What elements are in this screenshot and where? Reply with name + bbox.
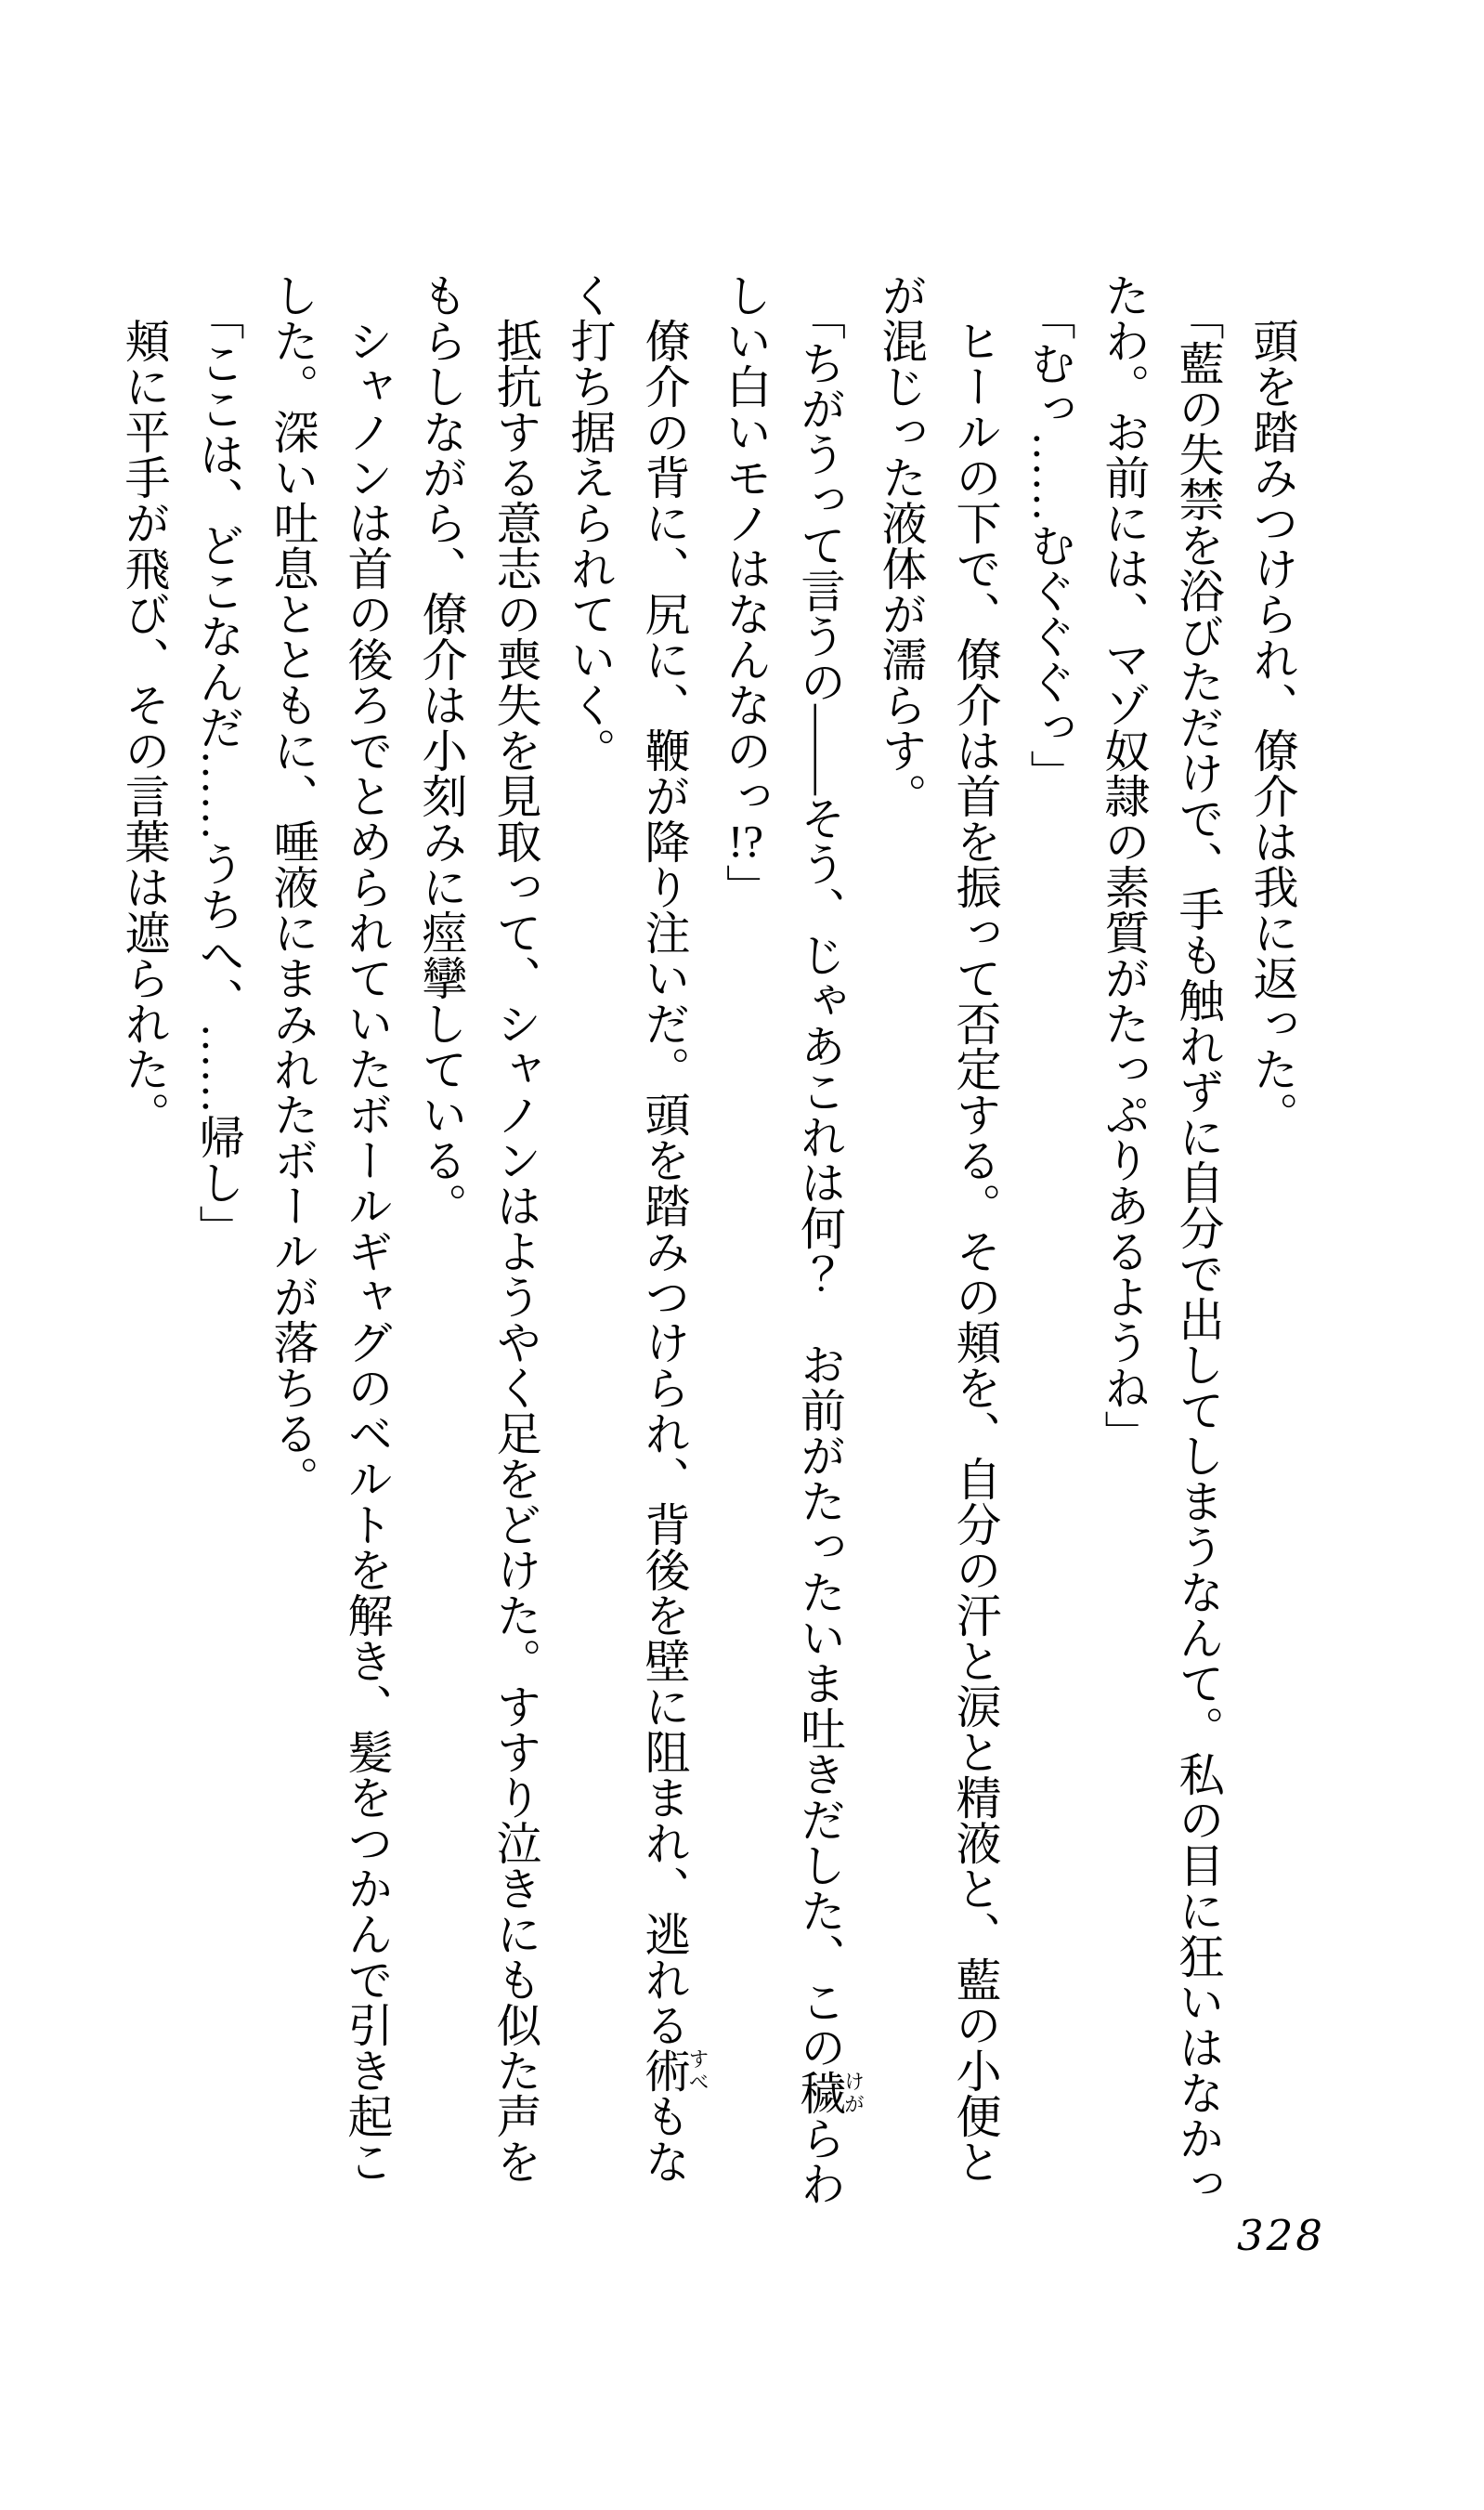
text-columns: [107, 272, 1309, 2269]
text-column-15: 「ここは、どこなんだ……うちへ、……帰し」: [193, 294, 244, 1250]
text-column-10: く打ち据えられていく。: [565, 272, 616, 773]
text-column-2: 「藍の失禁を浴びただけで、手も触れずに自分で出してしまうなんて。私の目に狂いはなかっ: [1173, 294, 1224, 2206]
text-column-1: 頭を踏みつけられ、僚介は我に返った。: [1247, 318, 1298, 1137]
furigana-ruby: 穢けが: [794, 2070, 866, 2115]
text-column-3: たわ。お前には、マゾ奴隷の素質がたっぷりあるようね」: [1099, 272, 1150, 1456]
text-column-7: 「ちがうって言うの――そう、じゃあこれは何？ お前がたったいま吐きだした、この穢けがらわ: [794, 294, 866, 2206]
text-column-8: しい白いモノはなんなのっ!?」: [720, 272, 772, 909]
text-column-5: ヒールの下で、僚介は首を振って否定する。その頬を、自分の汗と涙と精液と、藍の小便と: [950, 318, 1001, 2184]
text-column-9: 僚介の背に、尻に、鞭が降り注いだ。頭を踏みつけられ、背後を壁に阻まれ、逃れる術すべもな: [639, 318, 709, 2184]
furigana-ruby: 術すべ: [639, 2047, 709, 2093]
text-column-13: シャノンは首の後ろでとめられていたボールギャグのベルトを解き、髪をつかんで引き起こ: [342, 318, 393, 2184]
text-column-12: もらしながら、僚介は小刻みに痙攣している。: [416, 272, 467, 1228]
text-column-6: が混じった液体が濡らす。: [876, 272, 927, 818]
text-column-11: 抵抗する意志の喪失を見取って、シャノンはようやく足をどけた。すすり泣きにも似た声を: [490, 318, 541, 2184]
text-column-14: した。深い吐息とともに、唾液にまみれたボールが落ちる。: [267, 272, 319, 1501]
text-column-4: 「むっ……むぐぐぐっ」: [1024, 294, 1075, 795]
tate-chu-yoko: !?: [727, 818, 764, 864]
text-column-16: 頬に平手が飛び、その言葉は遮られた。: [119, 318, 170, 1137]
page-number: 328: [1237, 2211, 1325, 2260]
